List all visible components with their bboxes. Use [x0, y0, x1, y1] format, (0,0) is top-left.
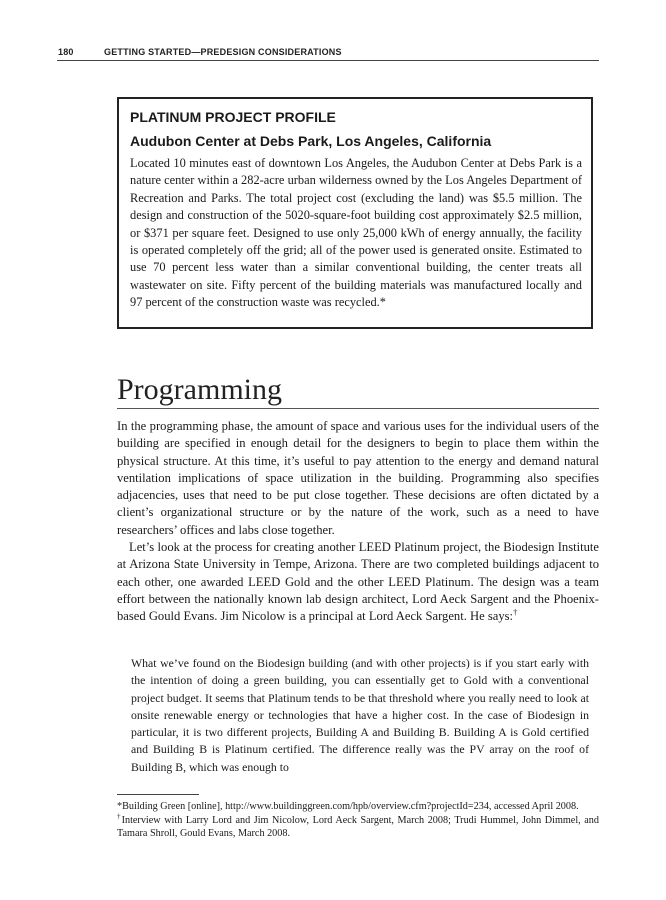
running-head-title: GETTING STARTED—PREDESIGN CONSIDERATIONS — [104, 47, 342, 57]
body-paragraph — [117, 539, 599, 625]
running-head — [57, 44, 599, 61]
paragraph-text: Let’s look at the process for creating another LEED Platinum project, the Biodesign Institute at Arizona State University in Tempe, Arizona. There are two completed buildings adjacent to each other, one awarded LEED Gold and the other LEED Platinum. The design was a team effort between the nationally known lab design architect, Lord Aeck Sargent and the Phoenix-based Gould Evans. Jim Nicolow is a principal at Lord Aeck Sargent. He says: — [117, 540, 599, 624]
footnotes — [117, 800, 599, 841]
profile-box-subtitle: Audubon Center at Debs Park, Los Angeles, California — [130, 133, 492, 149]
block-quote — [131, 655, 589, 776]
profile-box-label: PLATINUM PROJECT PROFILE — [130, 109, 336, 125]
quote-text: What we’ve found on the Biodesign building (and with other projects) is if you start early with the intention of doing a green building, you can essentially get to Gold with a conventional project budget. It seems that Platinum tends to be that threshold where you really need to look at onsite renewable energy or technologies that have a higher cost. In the case of Biodesign in particular, it is two different projects, Building A and Building B. Building A is Gold certified and Building B is Platinum certified. The difference really was the PV array on the roof of Building B, which was enough to — [131, 656, 589, 774]
footnote — [117, 814, 599, 841]
section-body — [117, 418, 599, 626]
footnote-marker: † — [513, 607, 518, 618]
project-profile-box — [117, 97, 593, 329]
footnote: *Building Green [online], http://www.buildinggreen.com/hpb/overview.cfm?projectId=234, accessed April 2008. — [117, 801, 579, 812]
body-paragraph: In the programming phase, the amount of space and various uses for the individual users of the building are specified in enough detail for the designers to begin to place them within the physical structure. At this time, it’s useful to pay attention to the energy and demand natural ventilation implications of space utilization in the building. Programming also specifies adjacencies, uses that need to be put close together. These decisions are often dictated by a client’s organizational structure or by the nature of the work, such as a need to have researchers’ offices and labs close together. — [117, 419, 599, 537]
footnote-divider — [117, 794, 199, 795]
section-heading: Programming — [117, 373, 282, 406]
footnote-marker: † — [117, 812, 122, 821]
profile-box-body: Located 10 minutes east of downtown Los Angeles, the Audubon Center at Debs Park is a nature center within a 282-acre urban wilderness owned by the Los Angeles Department of Recreation and Parks. The total project cost (excluding the land) was $5.5 million. The design and construction of the 5020-square-foot building cost approximately $2.5 million, or $371 per square feet. Designed to use only 25,000 kWh of energy annually, the facility is operated completely off the grid; all of the power used is generated onsite. Estimated to use 70 percent less water than a similar conventional building, the center treats all wastewater on site. Fifty percent of the building materials was manufactured locally and 97 percent of the construction waste was recycled.* — [130, 156, 582, 310]
page-number: 180 — [58, 47, 74, 57]
footnote-text: Interview with Larry Lord and Jim Nicolow, Lord Aeck Sargent, March 2008; Trudi Hummel, John Dimmel, and Tamara Shroll, Gould Evans, March 2008. — [117, 814, 599, 840]
section-heading-container — [117, 372, 599, 409]
